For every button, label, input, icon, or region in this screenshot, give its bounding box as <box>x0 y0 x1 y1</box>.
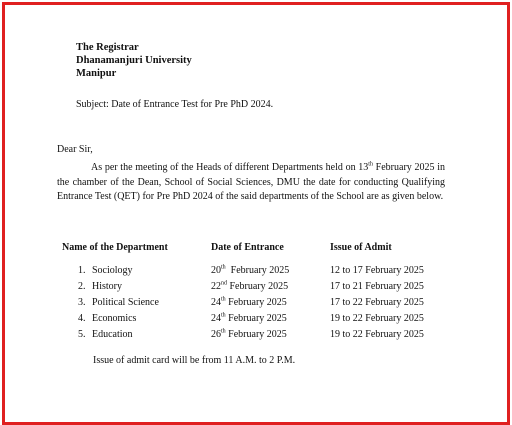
header-date-of-entrance: Date of Entrance <box>211 242 284 253</box>
entrance-date: 22nd February 2025 <box>211 280 289 292</box>
header-department: Name of the Department <box>62 242 168 253</box>
department-name: Political Science <box>92 297 159 308</box>
entrance-date: 24th February 2025 <box>211 296 287 308</box>
department-name: Sociology <box>92 265 133 276</box>
admit-issue-period: 17 to 22 February 2025 <box>330 297 424 308</box>
department-name: Economics <box>92 313 137 324</box>
addressee-line-3: Manipur <box>76 68 117 79</box>
row-number: 2. <box>78 281 86 292</box>
entrance-date: 20th February 2025 <box>211 264 290 276</box>
addressee-line-1: The Registrar <box>76 42 139 53</box>
admit-issue-period: 19 to 22 February 2025 <box>330 329 424 340</box>
subject-line: Subject: Date of Entrance Test for Pre PhD 2024. <box>76 99 274 110</box>
admit-issue-period: 19 to 22 February 2025 <box>330 313 424 324</box>
addressee-line-2: Dhanamanjuri University <box>76 55 192 66</box>
row-number: 3. <box>78 297 86 308</box>
row-number: 5. <box>78 329 86 340</box>
admit-card-timing-note: Issue of admit card will be from 11 A.M. to 2 P.M. <box>93 355 296 366</box>
entrance-date: 24th February 2025 <box>211 312 287 324</box>
department-name: Education <box>92 329 133 340</box>
department-name: History <box>92 281 122 292</box>
body-paragraph: As per the meeting of the Heads of different Departments held on 13th February 2025 in the chamber of the Dean, School of Social Sciences, DMU the date for conducting Qualifying Entrance Test (QET) for Pre PhD 2024 of the said departments of the School are as given below. <box>57 161 445 202</box>
admit-issue-period: 17 to 21 February 2025 <box>330 281 424 292</box>
salutation: Dear Sir, <box>57 144 93 155</box>
row-number: 4. <box>78 313 86 324</box>
entrance-date: 26th February 2025 <box>211 328 287 340</box>
header-issue-of-admit: Issue of Admit <box>330 242 392 253</box>
admit-issue-period: 12 to 17 February 2025 <box>330 265 424 276</box>
row-number: 1. <box>78 265 86 276</box>
